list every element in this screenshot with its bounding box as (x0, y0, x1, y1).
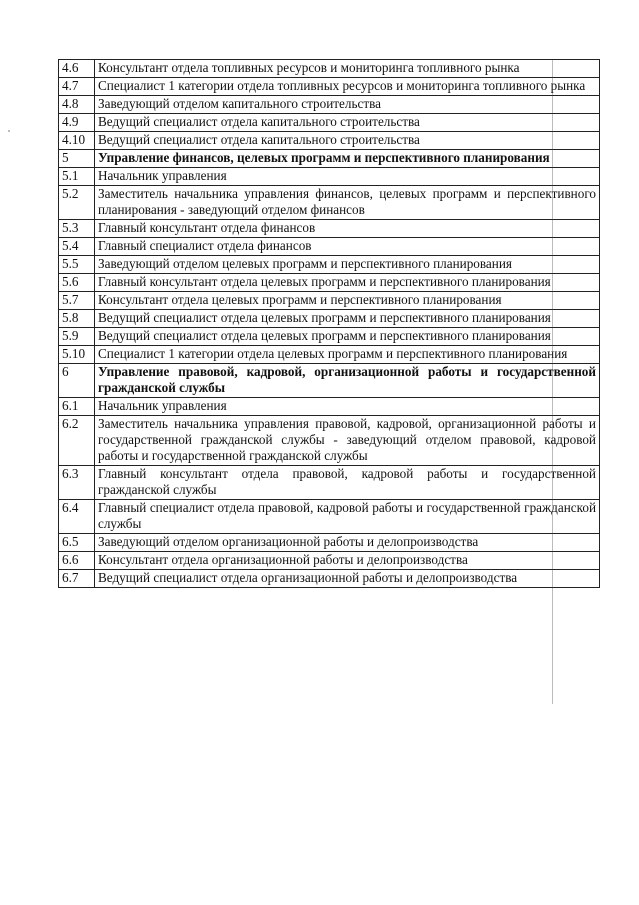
row-number: 6.7 (59, 570, 95, 588)
positions-table-body (59, 60, 600, 588)
table-row (59, 416, 600, 466)
table-row (59, 132, 600, 150)
table-row (59, 256, 600, 274)
table-row (59, 220, 600, 238)
table-row (59, 310, 600, 328)
position-title: Ведущий специалист отдела организационной работы и делопроизводства (95, 570, 600, 588)
row-number: 6.2 (59, 416, 95, 466)
row-number: 5.2 (59, 186, 95, 220)
row-number: 6.4 (59, 500, 95, 534)
row-number: 4.9 (59, 114, 95, 132)
table-row (59, 186, 600, 220)
position-title: Заведующий отделом целевых программ и перспективного планирования (95, 256, 600, 274)
table-row (59, 78, 600, 96)
position-title: Заместитель начальника управления правовой, кадровой, организационной работы и государственной гражданской службы - заведующий отделом правовой, кадровой работы и государственной гражданской службы (95, 416, 600, 466)
row-number: 6.3 (59, 466, 95, 500)
row-number: 5.7 (59, 292, 95, 310)
position-title: Заведующий отделом организационной работы и делопроизводства (95, 534, 600, 552)
position-title: Консультант отдела целевых программ и перспективного планирования (95, 292, 600, 310)
row-number: 5.6 (59, 274, 95, 292)
row-number: 5.10 (59, 346, 95, 364)
position-title: Главный специалист отдела правовой, кадровой работы и государственной гражданской службы (95, 500, 600, 534)
position-title: Главный консультант отдела финансов (95, 220, 600, 238)
row-number: 5.3 (59, 220, 95, 238)
table-row (59, 398, 600, 416)
table-row (59, 238, 600, 256)
position-title: Ведущий специалист отдела целевых программ и перспективного планирования (95, 310, 600, 328)
section-heading-row (59, 364, 600, 398)
position-title: Главный консультант отдела целевых программ и перспективного планирования (95, 274, 600, 292)
row-number: 5.8 (59, 310, 95, 328)
row-number: 5.5 (59, 256, 95, 274)
row-number: 6.6 (59, 552, 95, 570)
table-row (59, 168, 600, 186)
position-title: Начальник управления (95, 398, 600, 416)
table-row (59, 274, 600, 292)
row-number: 4.8 (59, 96, 95, 114)
position-title: Консультант отдела организационной работы и делопроизводства (95, 552, 600, 570)
row-number: 4.10 (59, 132, 95, 150)
table-row (59, 60, 600, 78)
row-number: 6.5 (59, 534, 95, 552)
position-title: Специалист 1 категории отдела целевых программ и перспективного планирования (95, 346, 600, 364)
position-title: Начальник управления (95, 168, 600, 186)
position-title: Главный специалист отдела финансов (95, 238, 600, 256)
section-heading-row (59, 150, 600, 168)
table-row (59, 114, 600, 132)
row-number: 4.7 (59, 78, 95, 96)
position-title: Главный консультант отдела правовой, кадровой работы и государственной гражданской службы (95, 466, 600, 500)
table-row (59, 466, 600, 500)
position-title: Консультант отдела топливных ресурсов и мониторинга топливного рынка (95, 60, 600, 78)
scan-artifact-line (552, 59, 553, 704)
positions-table (58, 59, 600, 588)
row-number: 6.1 (59, 398, 95, 416)
position-title: Ведущий специалист отдела капитального строительства (95, 114, 600, 132)
section-title: Управление финансов, целевых программ и перспективного планирования (95, 150, 600, 168)
section-title: Управление правовой, кадровой, организационной работы и государственной гражданской службы (95, 364, 600, 398)
row-number: 5.4 (59, 238, 95, 256)
row-number: 4.6 (59, 60, 95, 78)
section-number: 6 (59, 364, 95, 398)
position-title: Заместитель начальника управления финансов, целевых программ и перспективного планирования - заведующий отделом финансов (95, 186, 600, 220)
position-title: Ведущий специалист отдела целевых программ и перспективного планирования (95, 328, 600, 346)
table-row (59, 292, 600, 310)
table-row (59, 500, 600, 534)
table-row (59, 534, 600, 552)
table-row (59, 552, 600, 570)
row-number: 5.1 (59, 168, 95, 186)
table-row (59, 346, 600, 364)
section-number: 5 (59, 150, 95, 168)
table-row (59, 570, 600, 588)
position-title: Заведующий отделом капитального строительства (95, 96, 600, 114)
row-number: 5.9 (59, 328, 95, 346)
table-row (59, 328, 600, 346)
position-title: Ведущий специалист отдела капитального строительства (95, 132, 600, 150)
scan-artifact (8, 130, 10, 132)
table-row (59, 96, 600, 114)
position-title: Специалист 1 категории отдела топливных ресурсов и мониторинга топливного рынка (95, 78, 600, 96)
